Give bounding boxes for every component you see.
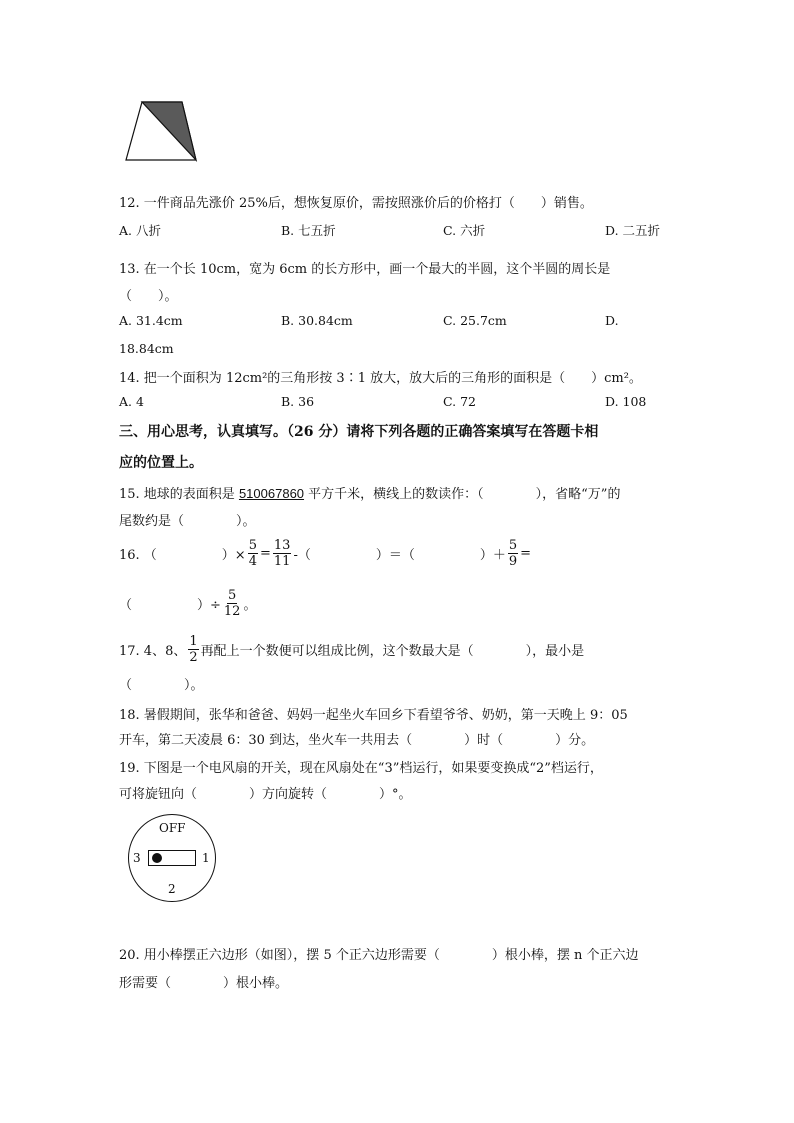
dial-knob [148,850,196,866]
q12-option-a: A. 八折 [119,223,161,238]
fraction-numerator: 5 [508,538,518,553]
question-20-line2: 形需要（ ）根小棒。 [119,976,289,991]
q16-part3: （ ）÷ [119,598,221,613]
question-18-line1: 18. 暑假期间，张华和爸爸、妈妈一起坐火车回乡下看望爷爷、奶奶，第一天晚上 9：05 [119,708,628,723]
question-13-line2: （ ）。 [119,289,178,304]
question-13-line1: 13. 在一个长 10cm，宽为 6cm 的长方形中，画一个最大的半圆，这个半圆的周长是 [119,262,611,277]
dial-label-3: 3 [133,851,141,865]
q15-underlined-number: 510067860 [238,486,305,501]
q16-period: 。 [243,598,257,613]
fraction-1-2 [188,634,198,665]
question-12: 12. 一件商品先涨价 25%后，想恢复原价，需按照涨价后的价格打（ ）销售。 [119,196,593,211]
question-15-line2: 尾数约是（ ）。 [119,514,256,529]
fraction-5-9 [508,538,518,569]
question-19-line1: 19. 下图是一个电风扇的开关，现在风扇处在“3”档运行，如果要变换成“2”档运行， [119,761,603,776]
fraction-5-4 [248,538,258,569]
dial-label-1: 1 [202,851,210,865]
fraction-numerator: 5 [228,588,237,603]
fraction-denominator: 12 [223,604,241,619]
q17-suffix: 再配上一个数便可以组成比例，这个数最大是（ ），最小是 [200,644,585,659]
fraction-denominator: 2 [189,650,198,665]
section-3-heading-line2: 应的位置上。 [119,455,203,471]
q14-option-c: C. 72 [443,394,476,409]
q16-equals-1: = [259,546,271,561]
fraction-numerator: 5 [248,538,257,553]
q12-option-c: C. 六折 [443,223,486,238]
q13-option-d: D. [605,313,619,328]
question-14: 14. 把一个面积为 12cm²的三角形按 3∶1 放大，放大后的三角形的面积是（ ）cm²。 [119,371,642,386]
question-20-line1: 20. 用小棒摆正六边形（如图），摆 5 个正六边形需要（ ）根小棒，摆 n 个正六边 [119,948,639,963]
q14-option-b: B. 36 [281,394,315,409]
q12-option-b: B. 七五折 [281,223,336,238]
question-15-line1 [119,483,620,502]
q12-option-d: D. 二五折 [605,223,661,238]
fan-switch-dial [128,814,216,902]
q15-prefix: 15. 地球的表面积是 [119,487,239,502]
section-3-heading-line1: 三、用心思考，认真填写。（26 分）请将下列各题的正确答案填写在答题卡相 [119,424,599,440]
question-17-line1 [119,634,584,665]
question-19-line2: 可将旋钮向（ ）方向旋转（ ）°。 [119,787,412,802]
dial-label-2: 2 [168,882,176,896]
q16-equals-2: = [520,546,532,561]
fraction-numerator: 13 [273,538,291,553]
fraction-denominator: 4 [248,554,257,569]
question-16-line1 [119,538,531,569]
question-17-line2: （ ）。 [119,678,204,693]
fraction-numerator: 1 [189,634,198,649]
question-16-line2 [119,588,256,619]
q13-option-a: A. 31.4cm [119,313,183,328]
q17-prefix: 17. 4、8、 [119,644,187,659]
q16-part1: 16. （ ）× [119,548,246,563]
q13-option-c: C. 25.7cm [443,313,507,328]
q14-option-a: A. 4 [119,394,144,409]
fraction-13-11 [273,538,292,569]
q16-part2: -（ ）＝（ ）＋ [293,548,506,563]
fraction-denominator: 9 [508,554,518,569]
dial-label-off: OFF [159,821,186,835]
fraction-5-12 [223,588,242,619]
dial-knob-dot [152,853,162,863]
q13-option-d-value: 18.84cm [119,341,174,356]
fraction-denominator: 11 [273,554,291,569]
q13-option-b: B. 30.84cm [281,313,353,328]
question-18-line2: 开车，第二天凌晨 6：30 到达，坐火车一共用去（ ）时（ ）分。 [119,733,595,748]
q14-option-d: D. 108 [605,394,647,409]
q15-suffix: 平方千米，横线上的数读作：（ ），省略“万”的 [304,487,621,502]
trapezoid-figure [124,100,200,164]
